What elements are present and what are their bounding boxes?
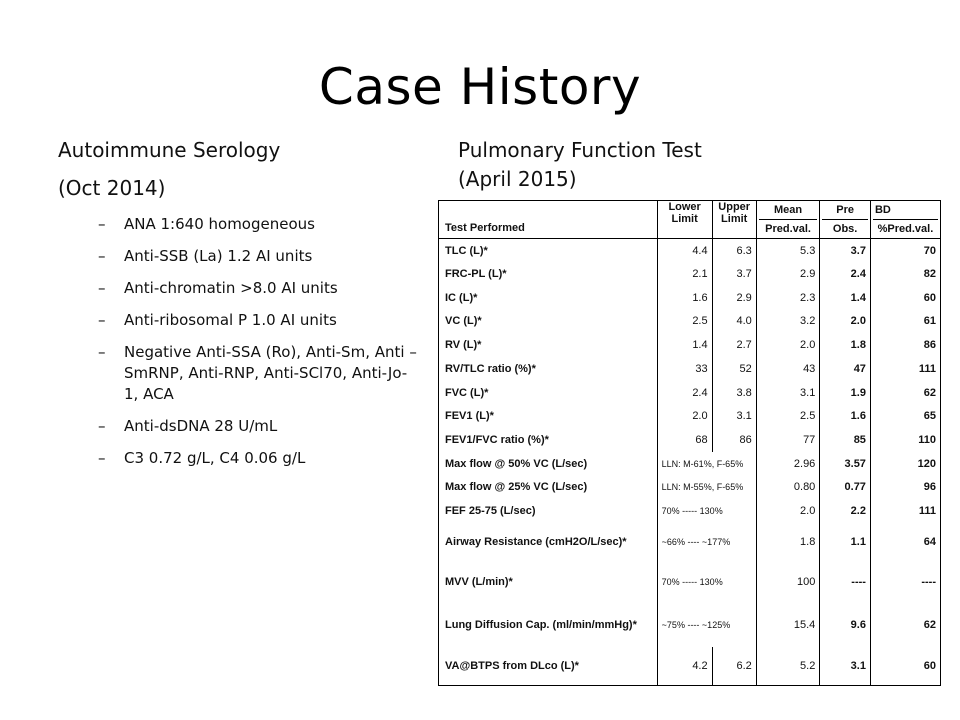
table-row [439,428,941,452]
cell-upper: 4.0 [712,310,756,334]
cell-obs: 3.57 [820,452,871,476]
cell-lower: 68 [657,428,712,452]
cell-test: FVC (L)* [439,381,658,405]
pft-table [438,200,941,686]
cell-pct: 61 [870,310,940,334]
cell-test: FEF 25-75 (L/sec) [439,499,658,523]
cell-test: RV/TLC ratio (%)* [439,357,658,381]
cell-test: TLC (L)* [439,239,658,263]
table-row [439,310,941,334]
cell-obs: 3.7 [820,239,871,263]
cell-obs: ---- [820,561,871,602]
table-row [439,333,941,357]
cell-mean: 100 [756,561,820,602]
cell-lower: 2.1 [657,262,712,286]
cell-test: Airway Resistance (cmH2O/L/sec)* [439,523,658,561]
table-row [439,476,941,500]
cell-pct: 62 [870,602,940,647]
cell-test: RV (L)* [439,333,658,357]
table-row [439,381,941,405]
table-row [439,523,941,561]
cell-test: MVV (L/min)* [439,561,658,602]
cell-mean: 5.3 [756,239,820,263]
cell-mean: 3.1 [756,381,820,405]
cell-mean: 5.2 [756,647,820,685]
cell-upper: 6.3 [712,239,756,263]
cell-mean: 2.96 [756,452,820,476]
serology-date: (Oct 2014) [58,176,166,200]
list-item: – Anti-chromatin >8.0 AI units [98,279,338,297]
table-row [439,262,941,286]
cell-obs: 2.0 [820,310,871,334]
cell-mean: 77 [756,428,820,452]
cell-mean: 2.0 [756,333,820,357]
cell-test: VC (L)* [439,310,658,334]
table-row [439,286,941,310]
cell-upper: 52 [712,357,756,381]
cell-lower: 4.2 [657,647,712,685]
table-row [439,239,941,263]
header-lower: Lower Limit [657,201,712,239]
cell-upper: 6.2 [712,647,756,685]
serology-heading: Autoimmune Serology [58,138,281,162]
cell-test: Max flow @ 25% VC (L/sec) [439,476,658,500]
pft-title: Pulmonary Function Test [458,138,702,162]
serology-list [58,214,418,469]
header-test: Test Performed [439,201,658,239]
cell-test: FEV1/FVC ratio (%)* [439,428,658,452]
table-row [439,561,941,602]
list-item: – Negative Anti-SSA (Ro), Anti-Sm, Anti –SmRNP, Anti-RNP, Anti-SCl70, Anti-Jo-1, ACA [98,343,417,403]
cell-obs: 1.9 [820,381,871,405]
header-bd: BD %Pred.val. [870,201,940,239]
cell-lower: 33 [657,357,712,381]
cell-mean: 2.9 [756,262,820,286]
cell-mean: 15.4 [756,602,820,647]
cell-obs: 0.77 [820,476,871,500]
cell-obs: 9.6 [820,602,871,647]
cell-lower: 1.4 [657,333,712,357]
cell-pct: 64 [870,523,940,561]
cell-lower: 1.6 [657,286,712,310]
cell-upper: 86 [712,428,756,452]
cell-test: VA@BTPS from DLco (L)* [439,647,658,685]
serology-section [58,134,418,480]
cell-test: IC (L)* [439,286,658,310]
cell-lower: 2.5 [657,310,712,334]
cell-lower: 4.4 [657,239,712,263]
list-item: – ANA 1:640 homogeneous [98,215,315,233]
cell-pct: 65 [870,404,940,428]
cell-obs: 1.8 [820,333,871,357]
cell-pct: 60 [870,286,940,310]
table-row [439,452,941,476]
header-upper: Upper Limit [712,201,756,239]
cell-pct: 96 [870,476,940,500]
cell-test: FEV1 (L)* [439,404,658,428]
cell-pct: ---- [870,561,940,602]
list-item: – Anti-ribosomal P 1.0 AI units [98,311,337,329]
pft-date: (April 2015) [458,167,577,191]
cell-mean: 2.5 [756,404,820,428]
cell-lower: 2.4 [657,381,712,405]
pft-heading [458,136,702,194]
table-row [439,499,941,523]
cell-obs: 2.4 [820,262,871,286]
slide-title: Case History [318,58,642,116]
cell-range: LLN: M-61%, F-65% [657,452,756,476]
cell-mean: 2.0 [756,499,820,523]
cell-obs: 2.2 [820,499,871,523]
cell-obs: 1.4 [820,286,871,310]
cell-range: LLN: M-55%, F-65% [657,476,756,500]
list-item: – C3 0.72 g/L, C4 0.06 g/L [98,449,306,467]
cell-pct: 60 [870,647,940,685]
cell-test: Lung Diffusion Cap. (ml/min/mmHg)* [439,602,658,647]
header-mean: Mean Pred.val. [756,201,820,239]
cell-pct: 111 [870,499,940,523]
list-item: – Anti-dsDNA 28 U/mL [98,417,278,435]
cell-range: 70% ----- 130% [657,561,756,602]
table-row [439,647,941,685]
cell-test: FRC-PL (L)* [439,262,658,286]
cell-upper: 2.7 [712,333,756,357]
list-item: – Anti-SSB (La) 1.2 AI units [98,247,313,265]
cell-obs: 85 [820,428,871,452]
cell-mean: 2.3 [756,286,820,310]
cell-pct: 111 [870,357,940,381]
cell-range: ~66% ---- ~177% [657,523,756,561]
cell-obs: 1.1 [820,523,871,561]
cell-pct: 62 [870,381,940,405]
cell-pct: 70 [870,239,940,263]
cell-lower: 2.0 [657,404,712,428]
table-row [439,602,941,647]
cell-obs: 3.1 [820,647,871,685]
cell-upper: 2.9 [712,286,756,310]
cell-pct: 110 [870,428,940,452]
cell-pct: 82 [870,262,940,286]
table-row [439,357,941,381]
cell-test: Max flow @ 50% VC (L/sec) [439,452,658,476]
cell-mean: 3.2 [756,310,820,334]
cell-mean: 1.8 [756,523,820,561]
cell-upper: 3.1 [712,404,756,428]
cell-upper: 3.7 [712,262,756,286]
pft-table-body [439,239,941,686]
cell-obs: 47 [820,357,871,381]
cell-obs: 1.6 [820,404,871,428]
cell-range: 70% ----- 130% [657,499,756,523]
cell-mean: 0.80 [756,476,820,500]
table-row [439,404,941,428]
cell-mean: 43 [756,357,820,381]
cell-pct: 86 [870,333,940,357]
cell-pct: 120 [870,452,940,476]
cell-upper: 3.8 [712,381,756,405]
header-pre: Pre Obs. [820,201,871,239]
cell-range: ~75% ---- ~125% [657,602,756,647]
